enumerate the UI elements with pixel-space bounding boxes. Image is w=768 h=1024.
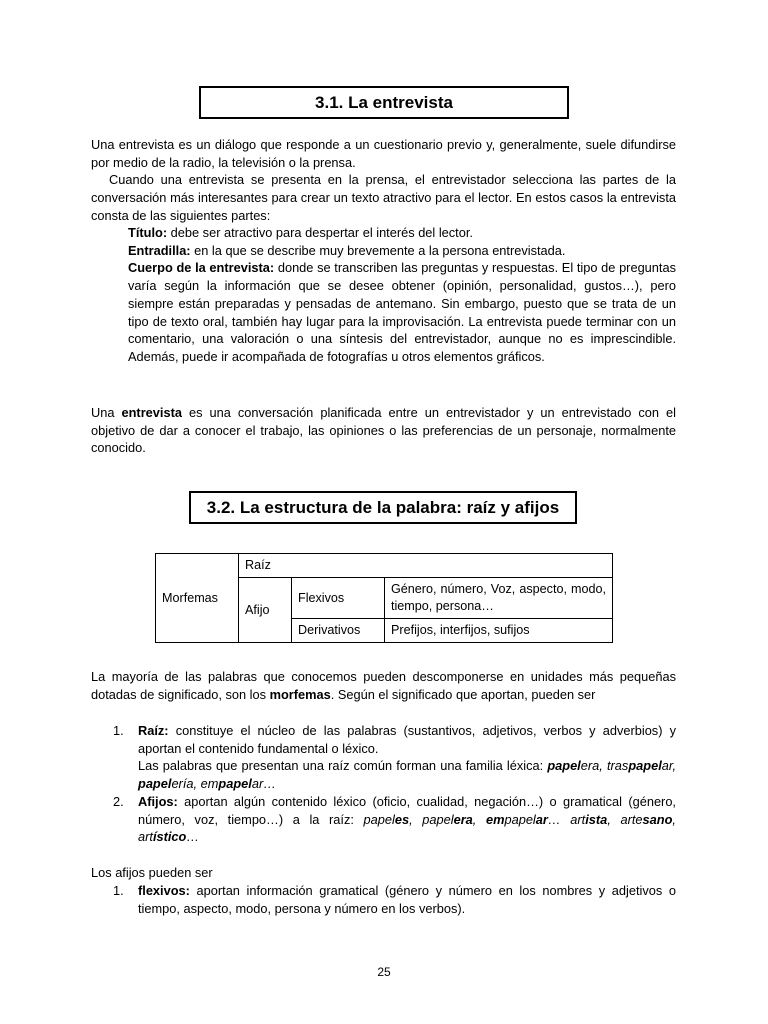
- item-text: aportan información gramatical (género y número en los nombres y adjetivos o tiempo, aspecto, modo, persona y número en los verbos).: [138, 883, 676, 916]
- part-text: en la que se describe muy brevemente a la persona entrevistada.: [190, 242, 566, 258]
- flexivos-cell: Flexivos: [292, 578, 385, 619]
- list-item-raiz: [138, 722, 676, 793]
- list-item-flexivos: [138, 882, 676, 917]
- prensa-paragraph: Cuando una entrevista se presenta en la prensa, el entrevistador selecciona las partes de la conversación más interesantes para crear un texto atractivo para el lector. En estos casos la entrevista consta de las siguientes partes:: [91, 172, 676, 223]
- raiz-paragraph: [138, 722, 676, 757]
- item-term: Raíz:: [138, 723, 169, 738]
- morfemas-intro: [91, 668, 676, 703]
- section-title-entrevista: [199, 86, 569, 119]
- item-number: 1.: [113, 883, 124, 898]
- page-number: 25: [377, 965, 391, 979]
- afijos-intro: Los afijos pueden ser: [91, 865, 213, 880]
- item-term: Afijos:: [138, 794, 178, 809]
- intro-paragraph: Una entrevista es un diálogo que responde a un cuestionario previo y, generalmente, suele difundirse por medio de la radio, la televisión o la prensa.: [91, 137, 676, 170]
- section-title-text: 3.2. La estructura de la palabra: raíz y afijos: [206, 497, 560, 517]
- intro-pre: La mayoría de las palabras que conocemos pueden descomponerse en unidades más pequeñas dotadas de significado, son los: [91, 669, 676, 702]
- parts-list: [128, 224, 676, 366]
- def-term: entrevista: [121, 405, 182, 420]
- item-number: 1.: [113, 723, 124, 738]
- item-number: 2.: [113, 794, 124, 809]
- morfemas-cell: Morfemas: [156, 554, 239, 643]
- flexivos-desc-cell: Género, número, Voz, aspecto, modo, tiempo, persona…: [385, 578, 613, 619]
- item-term: flexivos:: [138, 883, 190, 898]
- morfemas-paragraph: [91, 668, 676, 703]
- part-term: Cuerpo de la entrevista:: [128, 260, 275, 276]
- raiz-cell: Raíz: [239, 554, 613, 578]
- item-text: aportan algún contenido léxico (oficio, cualidad, negación…) o gramatical (género, número, voz, tiempo…) a la raíz:: [138, 794, 676, 827]
- item-sub: Las palabras que presentan una raíz común forman una familia léxica:: [138, 758, 548, 774]
- intro-post: . Según el significado que aportan, pueden ser: [330, 686, 596, 702]
- derivativos-desc-cell: Prefijos, interfijos, sufijos: [385, 619, 613, 643]
- part-term: Título:: [128, 225, 168, 240]
- afijos-paragraph: Afijos: aportan algún contenido léxico (oficio, cualidad, negación…) o gramatical (género, número, voz, tiempo…) a la raíz: papeles, papelera, empapelar… artista, artesano, artístico…: [138, 794, 676, 845]
- item-text: constituye el núcleo de las palabras (sustantivos, adjetivos, verbos y adverbios) y aportan el contenido fundamental o léxico.: [138, 723, 676, 756]
- flexivos-paragraph: [138, 882, 676, 917]
- def-pre: Una: [91, 405, 122, 420]
- section-title-text: 3.1. La entrevista: [315, 92, 453, 112]
- part-text: debe ser atractivo para despertar el interés del lector.: [167, 225, 473, 240]
- list-item-afijos: [138, 793, 676, 846]
- part-entradilla: [128, 242, 676, 260]
- entrevista-intro: [91, 136, 676, 225]
- derivativos-cell: Derivativos: [292, 619, 385, 643]
- part-titulo: [128, 224, 676, 242]
- entrevista-definition: [91, 404, 676, 457]
- section-title-palabra: [189, 491, 577, 524]
- intro-term: morfemas: [269, 686, 331, 702]
- morfemas-table: [155, 553, 613, 643]
- part-text: donde se transcriben las preguntas y respuestas. El tipo de preguntas varía según la información que se desee obtener (opinión, personalidad, gustos…), pero siempre están preparadas y pensadas de antemano. Sin embargo, puesto que se trata de un tipo de texto oral, también hay lugar para la improvisación. La entrevista puede terminar con un comentario, una valoración o una síntesis del entrevistador, aunque no es imprescindible. Además, puede ir acompañada de fotografías u otros elementos gráficos.: [128, 260, 676, 364]
- part-term: Entradilla:: [128, 242, 191, 258]
- afijo-cell: Afijo: [239, 578, 292, 643]
- definition-paragraph: [91, 404, 676, 457]
- part-cuerpo: [128, 259, 676, 365]
- def-post: es una conversación planificada entre un entrevistador y un entrevistado con el objetivo de dar a conocer el trabajo, las opiniones o las preferencias de un personaje, normalmente conocido.: [91, 405, 676, 456]
- familia-lexica-paragraph: Las palabras que presentan una raíz común forman una familia léxica: papelera, traspapelar, papelería, empapelar…: [138, 758, 676, 792]
